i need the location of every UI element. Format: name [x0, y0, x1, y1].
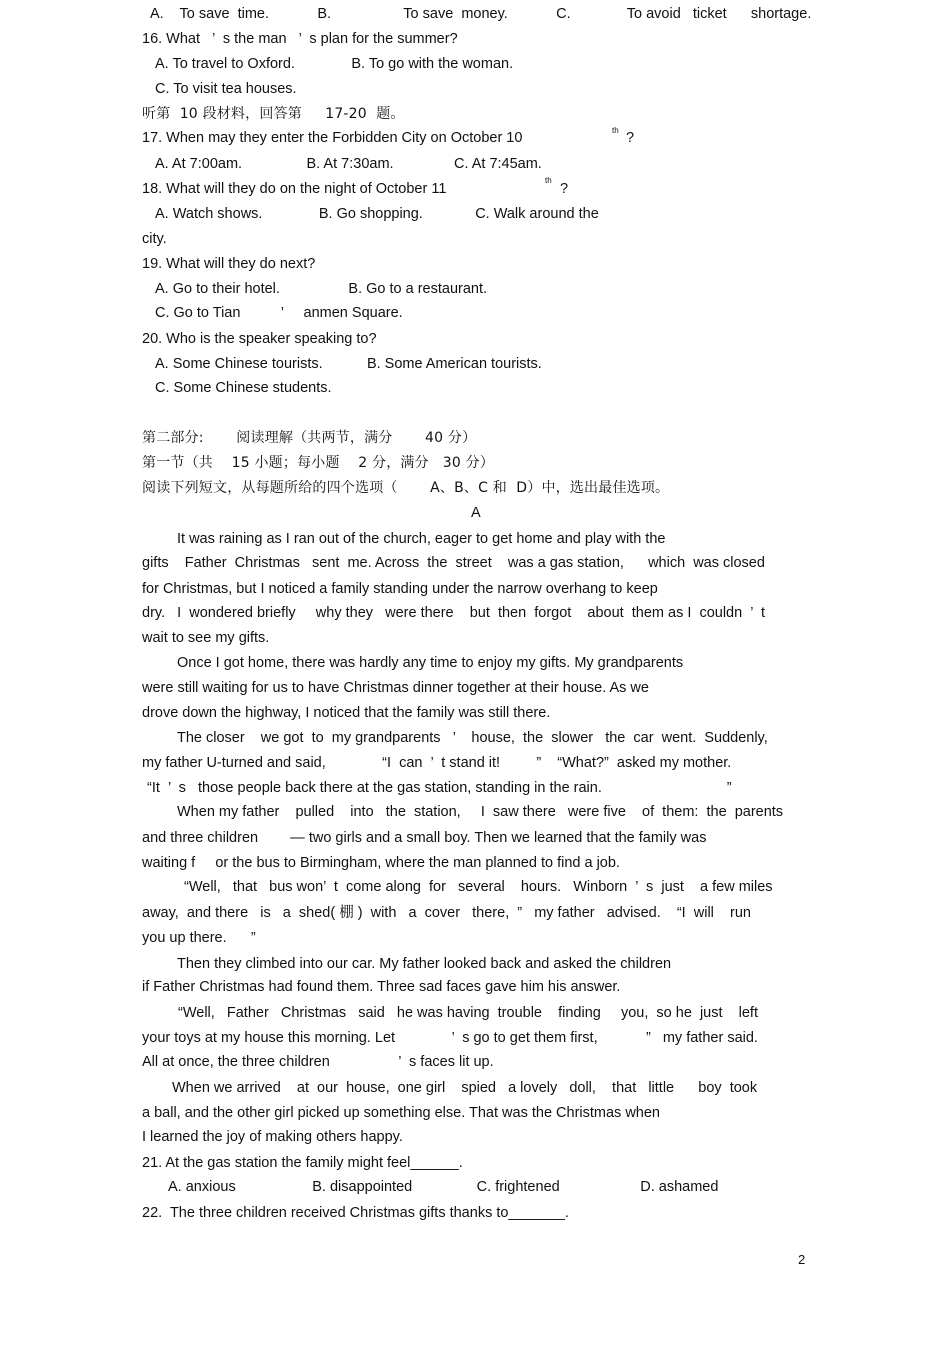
passage-line: I learned the joy of making others happy. — [142, 1129, 403, 1145]
passage-line: Once I got home, there was hardly any time to enjoy my gifts. My grandparents — [177, 655, 684, 671]
passage-line: It was raining as I ran out of the church, eager to get home and play with the — [177, 531, 666, 547]
passage-line: your toys at my house this morning. Let ’ s go to get them first, ” my father said. — [142, 1030, 758, 1046]
passage-label: A — [471, 505, 481, 521]
passage-line: “Well, Father Christmas said he was having trouble finding you, so he just left — [178, 1005, 758, 1021]
passage-line: waiting f or the bus to Birmingham, where the man planned to find a job. — [142, 855, 620, 871]
passage-line: The closer we got to my grandparents ’ house, the slower the car went. Suddenly, — [177, 730, 768, 746]
passage-line: were still waiting for us to have Christmas dinner together at their house. As we — [142, 680, 649, 696]
question-20: 20. Who is the speaker speaking to? — [142, 331, 377, 347]
question-18-continuation: city. — [142, 231, 167, 247]
passage-line: “Well, that bus won’ t come along for several hours. Winborn ’ s just a few miles — [184, 879, 773, 895]
question-15-options: A. To save time. B. To save money. C. To avoid ticket shortage. — [150, 6, 812, 22]
question-16-options-ab: A. To travel to Oxford. B. To go with the woman. — [155, 56, 514, 72]
question-17-mark: ? — [626, 130, 635, 146]
passage-line: away, and there is a shed( 棚 ) with a cover there, ” my father advised. “I will run — [142, 905, 751, 921]
passage-line: gifts Father Christmas sent me. Across the street was a gas station, which was closed — [142, 555, 765, 571]
question-18-mark: ? — [560, 181, 569, 197]
passage-line: my father U-turned and said, “I can ’ t stand it! ” “What?” asked my mother. — [142, 755, 732, 771]
passage-line: When we arrived at our house, one girl spied a lovely doll, that little boy took — [172, 1080, 758, 1096]
passage-line: Then they climbed into our car. My father looked back and asked the children — [177, 956, 672, 972]
passage-line: you up there. ” — [142, 930, 256, 946]
passage-line: “It ’ s those people back there at the gas station, standing in the rain. ” — [147, 780, 732, 796]
reading-instruction: 阅读下列短文，从每题所给的四个选项（ A、B、C 和 D）中，选出最佳选项。 — [142, 480, 670, 496]
question-18: 18. What will they do on the night of October 11 — [142, 181, 447, 197]
question-17-options: A. At 7:00am. B. At 7:30am. C. At 7:45am. — [155, 156, 542, 172]
question-21-options: A. anxious B. disappointed C. frightened D. ashamed — [168, 1179, 719, 1195]
question-18-superscript: th — [545, 176, 552, 185]
question-20-options-ab: A. Some Chinese tourists. B. Some American tourists. — [155, 356, 542, 372]
section-one-heading: 第一节（共 15 小题；每小题 2 分，满分 30 分） — [142, 455, 495, 471]
question-21: 21. At the gas station the family might feel______. — [142, 1155, 463, 1171]
question-16: 16. What ’ s the man ’ s plan for the summer? — [142, 31, 458, 47]
passage-line: if Father Christmas had found them. Three sad faces gave him his answer. — [142, 979, 621, 995]
passage-line: dry. I wondered briefly why they were there but then forgot about them as I couldn ’ t — [142, 605, 766, 621]
question-22: 22. The three children received Christmas gifts thanks to_______. — [142, 1205, 569, 1221]
passage-line: drove down the highway, I noticed that the family was still there. — [142, 705, 551, 721]
passage-line: When my father pulled into the station, I saw there were five of them: the parents — [177, 804, 784, 820]
page-number: 2 — [798, 1252, 806, 1267]
question-17: 17. When may they enter the Forbidden City on October 10 — [142, 130, 523, 146]
part-two-heading: 第二部分: 阅读理解（共两节，满分 40 分） — [142, 430, 477, 446]
question-18-options: A. Watch shows. B. Go shopping. C. Walk around the — [155, 206, 599, 222]
passage-line: a ball, and the other girl picked up something else. That was the Christmas when — [142, 1105, 660, 1121]
question-19: 19. What will they do next? — [142, 256, 316, 272]
question-20-option-c: C. Some Chinese students. — [155, 380, 332, 396]
question-19-options-ab: A. Go to their hotel. B. Go to a restaurant. — [155, 281, 488, 297]
question-19-option-c: C. Go to Tian ’ anmen Square. — [155, 305, 403, 321]
passage-line: for Christmas, but I noticed a family standing under the narrow overhang to keep — [142, 581, 658, 597]
passage-line: wait to see my gifts. — [142, 630, 270, 646]
passage-line: All at once, the three children ’ s faces lit up. — [142, 1054, 494, 1070]
question-17-superscript: th — [612, 126, 619, 135]
question-16-option-c: C. To visit tea houses. — [155, 81, 297, 97]
passage-line: and three children — two girls and a small boy. Then we learned that the family was — [142, 830, 707, 846]
section-10-instruction: 听第 10 段材料，回答第 17-20 题。 — [142, 106, 405, 122]
